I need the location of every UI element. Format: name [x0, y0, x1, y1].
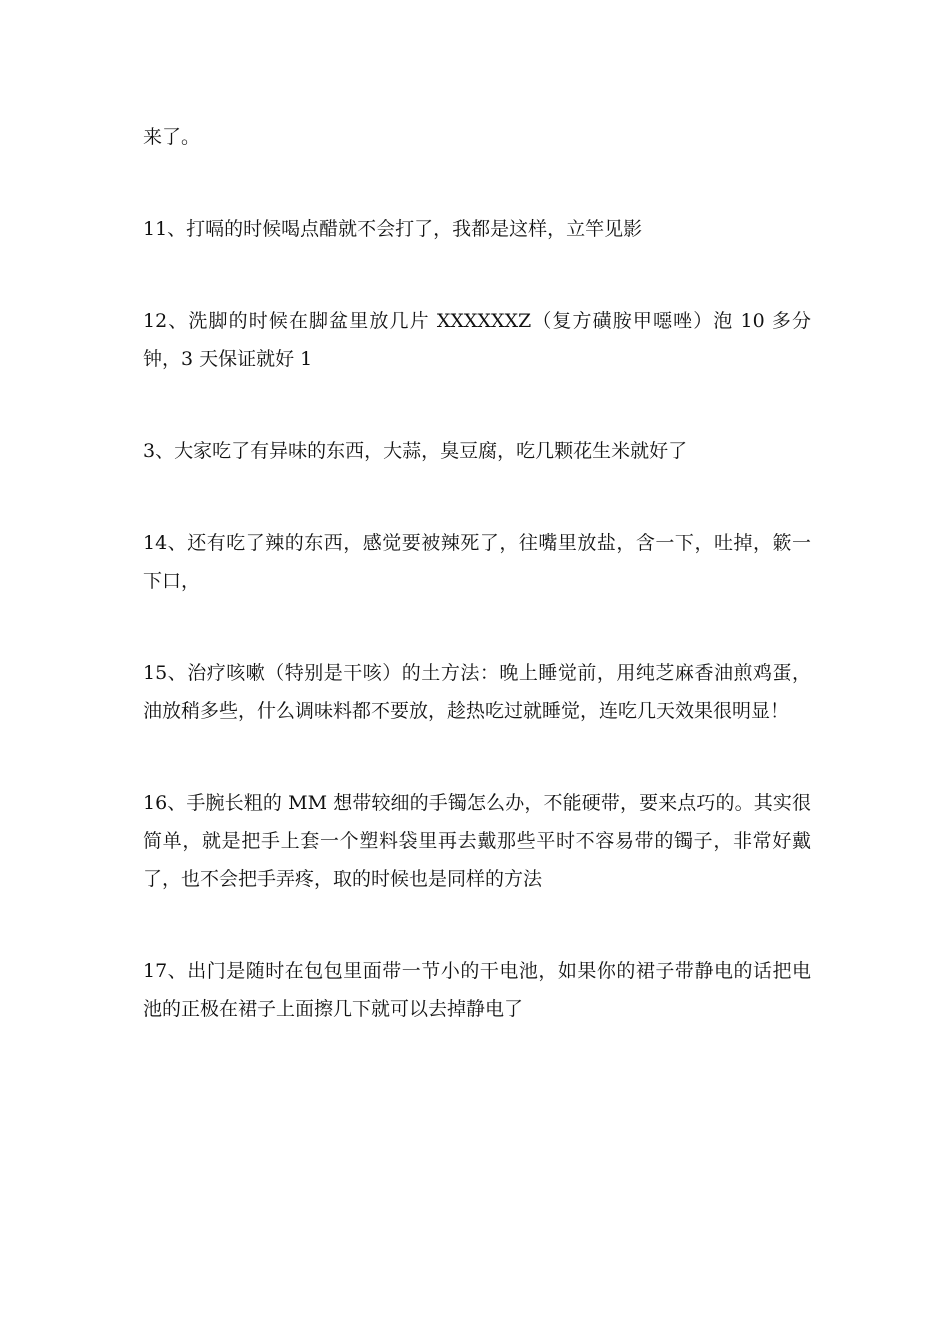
tip-16: 16、手腕长粗的 MM 想带较细的手镯怎么办，不能硬带，要来点巧的。其实很简单，就是把手上套一个塑料袋里再去戴那些平时不容易带的镯子，非常好戴了，也不会把手弄疼，取的时候也是同样的方法 — [143, 792, 811, 890]
paragraph-continuation: 来了。 — [143, 126, 201, 148]
tip-12: 12、洗脚的时候在脚盆里放几片 XXXXXXZ（复方磺胺甲噁唑）泡 10 多分钟，3 天保证就好 1 — [143, 310, 811, 370]
tip-17: 17、出门是随时在包包里面带一节小的干电池，如果你的裙子带静电的话把电池的正极在裙子上面擦几下就可以去掉静电了 — [143, 960, 811, 1020]
tip-11: 11、打嗝的时候喝点醋就不会打了，我都是这样，立竿见影 — [143, 218, 643, 240]
tip-14: 14、还有吃了辣的东西，感觉要被辣死了，往嘴里放盐，含一下，吐掉，簌一下口， — [143, 532, 811, 592]
document-body — [143, 118, 811, 1028]
tip-15: 15、治疗咳嗽（特别是干咳）的土方法：晚上睡觉前，用纯芝麻香油煎鸡蛋，油放稍多些，什么调味料都不要放，趁热吃过就睡觉，连吃几天效果很明显！ — [143, 662, 811, 722]
tip-13: 3、大家吃了有异味的东西，大蒜，臭豆腐，吃几颗花生米就好了 — [143, 440, 688, 462]
